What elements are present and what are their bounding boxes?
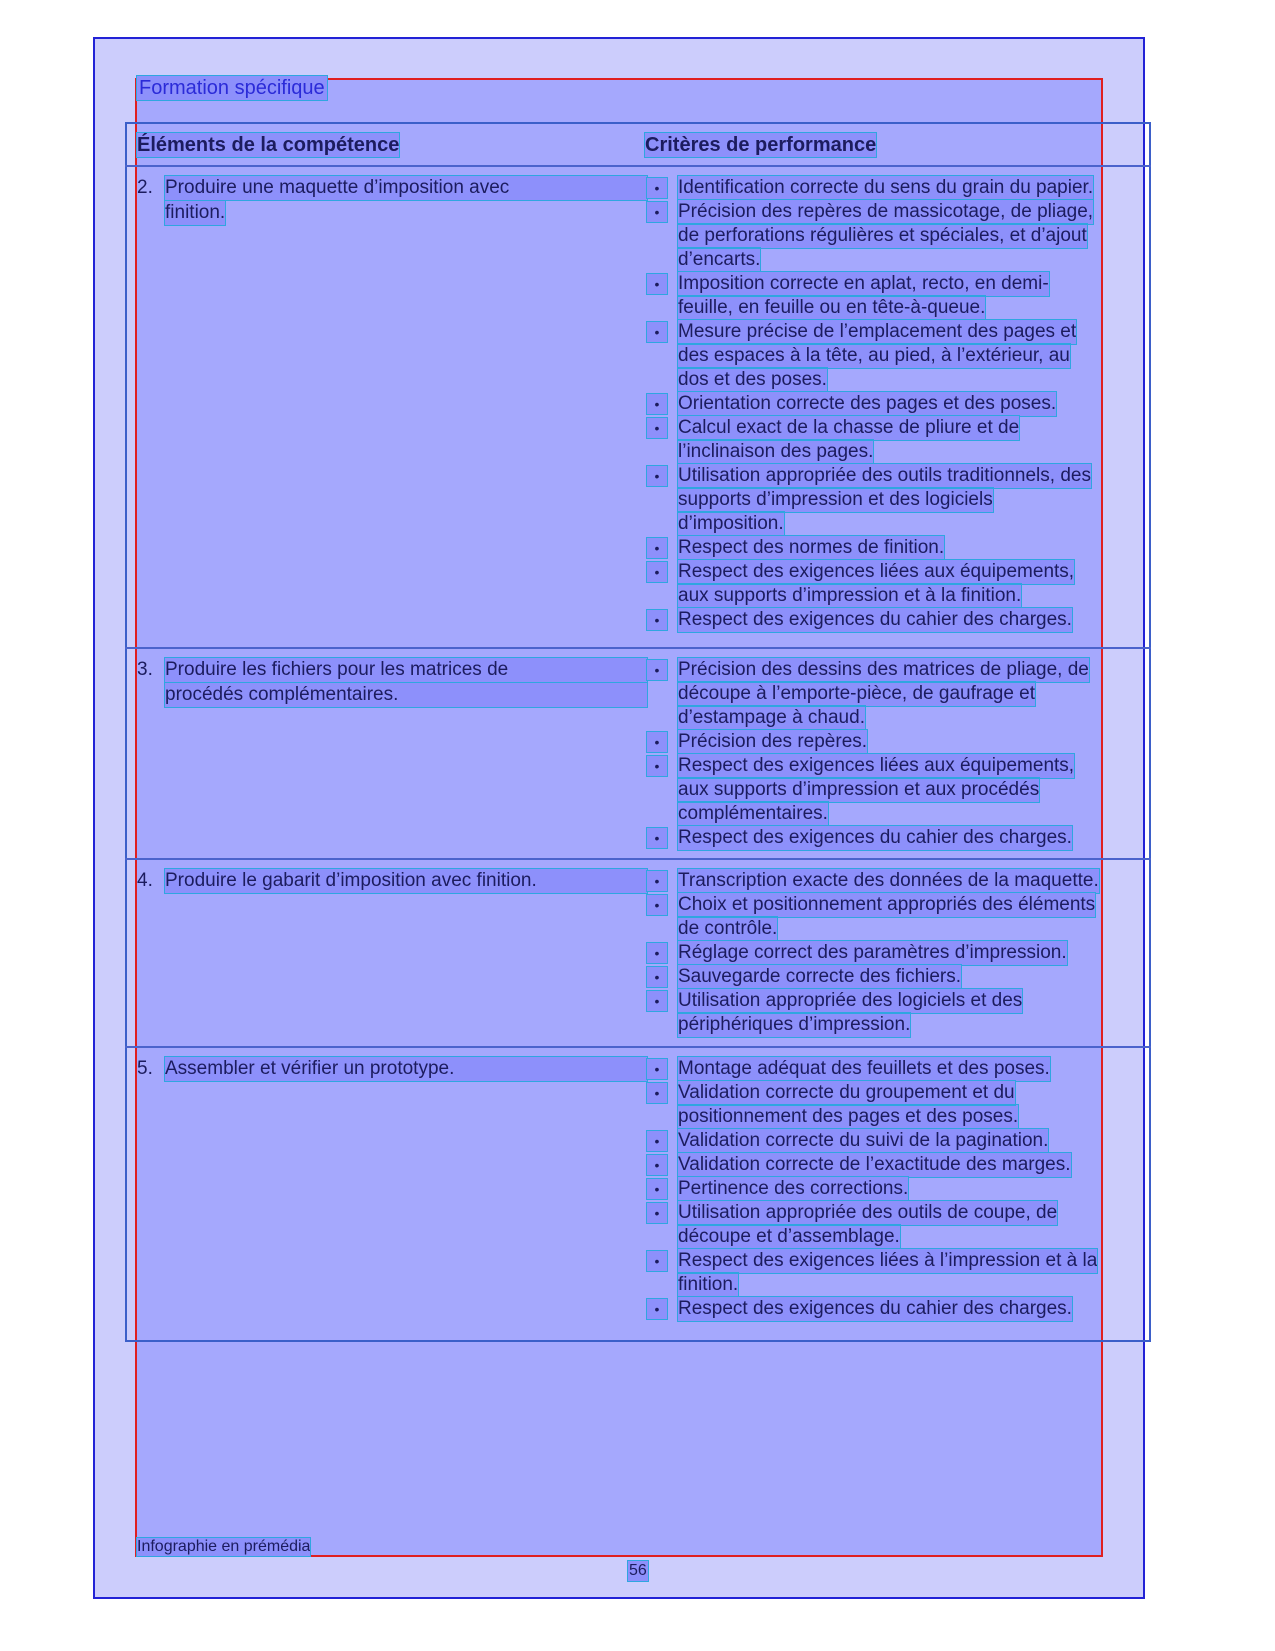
element-number: 2. [137, 177, 153, 198]
criterion-item [647, 941, 1137, 965]
criterion-text [678, 826, 1137, 850]
bullet-icon: • [647, 828, 667, 848]
element-row-3 [137, 658, 647, 708]
bullet-icon: • [647, 1131, 667, 1151]
criterion-text [678, 869, 1137, 893]
criterion-item [647, 1129, 1137, 1153]
criterion-item [647, 965, 1137, 989]
criterion-item [647, 1249, 1137, 1297]
element-text: procédés complémentaires. [165, 683, 647, 707]
criterion-line: complémentaires. [678, 803, 828, 824]
criterion-line: Précision des dessins des matrices de pliage, de [678, 659, 1089, 680]
bullet-icon: • [647, 1299, 667, 1319]
criterion-line: aux supports d’impression et aux procédés [678, 779, 1040, 800]
criterion-text [678, 965, 1137, 989]
criterion-line: dos et des poses. [678, 369, 827, 390]
bullet-icon: • [647, 967, 667, 987]
row-divider [125, 647, 1151, 649]
section-title: Formation spécifique [139, 77, 325, 99]
criterion-text [678, 730, 1137, 754]
criterion-text [678, 989, 1137, 1037]
bullet-icon: • [647, 732, 667, 752]
criterion-line: Respect des exigences du cahier des charges. [678, 1298, 1072, 1319]
criterion-line: des espaces à la tête, au pied, à l’extérieur, au [678, 345, 1070, 366]
criterion-text [678, 658, 1137, 730]
element-text: Produire le gabarit d’imposition avec finition. [165, 869, 647, 893]
bullet-icon: • [647, 871, 667, 891]
criterion-item [647, 320, 1137, 392]
bullet-icon: • [647, 322, 667, 342]
bullet-icon: • [647, 756, 667, 776]
criterion-line: Utilisation appropriée des outils de coupe, de [678, 1202, 1058, 1223]
criterion-line: Respect des exigences liées aux équipements, [678, 561, 1075, 582]
criterion-text [678, 272, 1137, 320]
criterion-item [647, 754, 1137, 826]
criterion-text [678, 176, 1137, 200]
criterion-text [678, 560, 1137, 608]
criterion-line: Validation correcte du groupement et du [678, 1082, 1015, 1103]
criterion-line: Respect des normes de finition. [678, 537, 945, 558]
criterion-item [647, 1201, 1137, 1249]
criterion-item [647, 989, 1137, 1037]
bullet-icon: • [647, 1251, 667, 1271]
criterion-item [647, 1297, 1137, 1321]
criteria-list-row-3 [647, 658, 1137, 850]
criterion-line: Calcul exact de la chasse de pliure et de [678, 417, 1020, 438]
bullet-icon: • [647, 274, 667, 294]
column-header-criteria: Critères de performance [645, 134, 877, 156]
bullet-icon: • [647, 1155, 667, 1175]
criterion-line: Utilisation appropriée des outils traditionnels, des [678, 465, 1091, 486]
criterion-text [678, 754, 1137, 826]
criterion-line: Respect des exigences liées à l’impression et à la [678, 1250, 1098, 1271]
criterion-item [647, 658, 1137, 730]
footer-program-name: Infographie en prémédia [137, 1538, 311, 1555]
criterion-text [678, 608, 1137, 632]
criterion-line: Imposition correcte en aplat, recto, en demi- [678, 273, 1049, 294]
bullet-icon: • [647, 660, 667, 680]
criterion-line: l’inclinaison des pages. [678, 441, 874, 462]
bullet-icon: • [647, 991, 667, 1011]
bullet-icon: • [647, 178, 667, 198]
criterion-item [647, 560, 1137, 608]
bullet-icon: • [647, 1059, 667, 1079]
criterion-item [647, 416, 1137, 464]
criterion-line: Précision des repères de massicotage, de pliage, [678, 201, 1094, 222]
criteria-list-row-2 [647, 176, 1137, 632]
criterion-item [647, 869, 1137, 893]
bullet-icon: • [647, 943, 667, 963]
criterion-item [647, 200, 1137, 272]
page-number: 56 [629, 1562, 647, 1579]
element-row-2 [137, 176, 647, 226]
criterion-line: Réglage correct des paramètres d’impression. [678, 942, 1067, 963]
criterion-line: aux supports d’impression et à la finition. [678, 585, 1022, 606]
criterion-line: positionnement des pages et des poses. [678, 1106, 1019, 1127]
criterion-item [647, 826, 1137, 850]
criterion-line: Validation correcte du suivi de la pagination. [678, 1130, 1049, 1151]
row-divider [125, 1046, 1151, 1048]
criterion-line: Sauvegarde correcte des fichiers. [678, 966, 962, 987]
element-text: Produire une maquette d’imposition avec [165, 176, 647, 200]
bullet-icon: • [647, 466, 667, 486]
criterion-text [678, 392, 1137, 416]
criteria-list-row-4 [647, 869, 1137, 1037]
criterion-line: Transcription exacte des données de la maquette. [678, 870, 1099, 891]
bullet-icon: • [647, 1179, 667, 1199]
criterion-line: supports d’impression et des logiciels [678, 489, 993, 510]
element-row-5 [137, 1057, 647, 1082]
criterion-line: Mesure précise de l’emplacement des pages et [678, 321, 1077, 342]
criterion-item [647, 608, 1137, 632]
criterion-text [678, 1057, 1137, 1081]
element-number: 4. [137, 870, 153, 891]
criterion-text [678, 1249, 1137, 1297]
criterion-item [647, 730, 1137, 754]
criterion-line: découpe à l’emporte-pièce, de gaufrage et [678, 683, 1036, 704]
element-number: 3. [137, 659, 153, 680]
criterion-item [647, 1057, 1137, 1081]
criterion-line: Montage adéquat des feuillets et des poses. [678, 1058, 1050, 1079]
criterion-line: Identification correcte du sens du grain du papier. [678, 177, 1094, 198]
element-number: 5. [137, 1058, 153, 1079]
criterion-line: d’encarts. [678, 249, 761, 270]
criteria-list-row-5 [647, 1057, 1137, 1321]
criterion-line: Respect des exigences liées aux équipements, [678, 755, 1075, 776]
criterion-line: Respect des exigences du cahier des charges. [678, 827, 1072, 848]
bullet-icon: • [647, 538, 667, 558]
element-text: finition. [165, 202, 226, 223]
criterion-line: finition. [678, 1274, 739, 1295]
criterion-text [678, 200, 1137, 272]
element-row-4 [137, 869, 647, 894]
criterion-text [678, 416, 1137, 464]
bullet-icon: • [647, 202, 667, 222]
criterion-line: d’imposition. [678, 513, 784, 534]
criterion-item [647, 1081, 1137, 1129]
header-divider [125, 165, 1151, 167]
column-header-elements: Éléments de la compétence [137, 134, 400, 156]
bullet-icon: • [647, 610, 667, 630]
bullet-icon: • [647, 418, 667, 438]
bullet-icon: • [647, 562, 667, 582]
criterion-line: Respect des exigences du cahier des charges. [678, 609, 1072, 630]
criterion-line: de perforations régulières et spéciales, et d’ajout [678, 225, 1087, 246]
criterion-text [678, 1129, 1137, 1153]
criterion-item [647, 1153, 1137, 1177]
bullet-icon: • [647, 1083, 667, 1103]
criterion-text [678, 1297, 1137, 1321]
criterion-item [647, 392, 1137, 416]
criterion-text [678, 320, 1137, 392]
criterion-text [678, 1201, 1137, 1249]
criterion-text [678, 464, 1137, 536]
row-divider [125, 858, 1151, 860]
criterion-item [647, 464, 1137, 536]
criterion-text [678, 1081, 1137, 1129]
criterion-line: Validation correcte de l’exactitude des marges. [678, 1154, 1071, 1175]
criterion-item [647, 893, 1137, 941]
criterion-line: d’estampage à chaud. [678, 707, 865, 728]
criterion-line: feuille, en feuille ou en tête-à-queue. [678, 297, 986, 318]
element-text: Assembler et vérifier un prototype. [165, 1057, 647, 1081]
criterion-text [678, 893, 1137, 941]
criterion-text [678, 1153, 1137, 1177]
criterion-line: de contrôle. [678, 918, 778, 939]
criterion-item [647, 536, 1137, 560]
bullet-icon: • [647, 1203, 667, 1223]
criterion-item [647, 272, 1137, 320]
criterion-item [647, 1177, 1137, 1201]
criterion-line: périphériques d’impression. [678, 1014, 911, 1035]
criterion-line: Choix et positionnement appropriés des éléments [678, 894, 1096, 915]
criterion-text [678, 1177, 1137, 1201]
criterion-line: Pertinence des corrections. [678, 1178, 909, 1199]
criterion-text [678, 536, 1137, 560]
criterion-line: Précision des repères. [678, 731, 868, 752]
criterion-line: Utilisation appropriée des logiciels et des [678, 990, 1023, 1011]
element-text: Produire les fichiers pour les matrices de [165, 658, 647, 682]
criterion-line: Orientation correcte des pages et des poses. [678, 393, 1057, 414]
criterion-item [647, 176, 1137, 200]
criterion-line: découpe et d’assemblage. [678, 1226, 900, 1247]
bullet-icon: • [647, 394, 667, 414]
bullet-icon: • [647, 895, 667, 915]
criterion-text [678, 941, 1137, 965]
